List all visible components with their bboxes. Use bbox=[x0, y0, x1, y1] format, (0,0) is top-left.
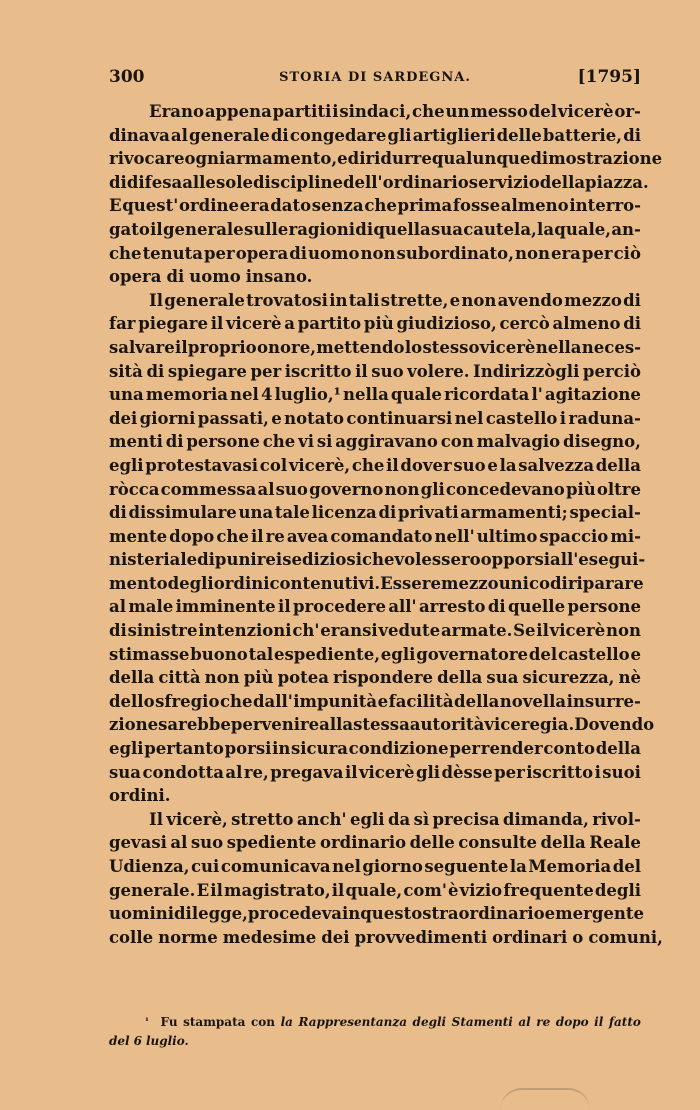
header-year: [1795] bbox=[577, 67, 641, 87]
text-line: che tenuta per opera di uomo non subordinato, non era per ciò bbox=[109, 243, 641, 263]
text-line: Erano appena partiti i sindaci, che un messo del vicerè or- bbox=[149, 102, 641, 121]
watermark-arc bbox=[500, 1088, 590, 1110]
footnote-line: ¹ Fu stampata con la Rappresentanza degli Stamenti al re dopo il fatto bbox=[109, 1013, 641, 1032]
text-line: dinava al generale di congedare gli artiglieri delle batterie, di bbox=[109, 125, 641, 145]
running-title: STORIA DI SARDEGNA. bbox=[279, 70, 471, 85]
text-line: menti di persone che vi si aggiravano con malvagio disegno, bbox=[109, 432, 641, 452]
footnote bbox=[109, 1013, 641, 1051]
text-line: sità di spiegare per iscritto il suo volere. Indirizzògli perciò bbox=[109, 361, 641, 381]
text-line: Il vicerè, stretto anch' egli da sì precisa dimanda, rivol- bbox=[149, 809, 641, 829]
text-line: E quest' ordine era dato senza che prima fosse almeno interro- bbox=[109, 196, 641, 216]
text-line: zione sarebbe per venire alla stessa autorità viceregia. Dovendo bbox=[109, 715, 655, 735]
text-line: Il generale trovatosi in tali strette, e non avendo mezzo di bbox=[149, 290, 641, 310]
text-line: gato il generale sulle ragioni di quella sua cautela, la quale, an- bbox=[109, 219, 641, 239]
body-text bbox=[109, 100, 663, 949]
text-line: generale. E il magistrato, il quale, com' è vizio frequente degli bbox=[109, 880, 641, 900]
text-line: della città non più potea rispondere della sua sicurezza, nè bbox=[109, 668, 641, 688]
footnote-line: del 6 luglio. bbox=[109, 1034, 189, 1048]
text-line: gevasi al suo spediente ordinario delle consulte della Reale bbox=[109, 833, 641, 853]
text-line: di sinistre intenzioni ch' eransi vedute armate. Se il vicerè non bbox=[109, 621, 641, 641]
text-line: di dissimulare una tale licenza di privati armamenti; special- bbox=[109, 503, 641, 523]
text-line: uomini di legge, procedeva in questo straordinario emergente bbox=[109, 904, 644, 924]
text-line: mente dopo che il re avea comandato nell' ultimo spaccio mi- bbox=[109, 526, 641, 546]
text-line: colle norme medesime dei provvedimenti ordinari o comuni, bbox=[109, 927, 663, 947]
text-line: al male imminente il procedere all' arresto di quelle persone bbox=[109, 597, 641, 617]
text-line: dei giorni passati, e notato continuarsi nel castello i raduna- bbox=[109, 408, 641, 428]
text-line: salvare il proprio onore, mettendo lo stesso vicerè nella neces- bbox=[109, 337, 641, 357]
text-line: rivocare ogni armamento, e di ridurre qualunque dimostrazione bbox=[109, 149, 663, 169]
running-header bbox=[109, 67, 641, 93]
text-line: far piegare il vicerè a partito più giudizioso, cercò almeno di bbox=[109, 314, 641, 334]
text-line: stimasse buono tal espediente, egli governatore del castello e bbox=[109, 644, 641, 664]
text-line: dello sfregio che dall' impunità e facilità della novella insurre- bbox=[109, 691, 641, 711]
text-line: mento degli ordini contenutivi. Essere mezzo unico di riparare bbox=[109, 573, 644, 593]
text-line: sua condotta al re, pregava il vicerè gli dèsse per iscritto i suoi bbox=[109, 762, 641, 782]
text-line: ordini. bbox=[109, 786, 171, 806]
text-line: egli protestavasi col vicerè, che il dover suo e la salvezza della bbox=[109, 455, 641, 475]
page-number: 300 bbox=[109, 67, 145, 87]
text-line: egli pertanto porsi in sicura condizione per render conto della bbox=[109, 739, 641, 759]
text-line: ròcca commessa al suo governo non gli concedevano più oltre bbox=[109, 479, 641, 499]
text-line: opera di uomo insano. bbox=[109, 267, 313, 287]
text-line: di difesa alle sole discipline dell' ordinario servizio della piazza. bbox=[109, 172, 649, 192]
text-line: una memoria nel 4 luglio,¹ nella quale ricordata l' agitazione bbox=[109, 385, 641, 405]
footnote-marker: ¹ bbox=[145, 1017, 149, 1027]
text-line: Udienza, cui comunicava nel giorno seguente la Memoria del bbox=[109, 857, 641, 876]
text-line: nisteriale di punire i sediziosi che volessero opporsi all' esegui- bbox=[109, 550, 646, 570]
